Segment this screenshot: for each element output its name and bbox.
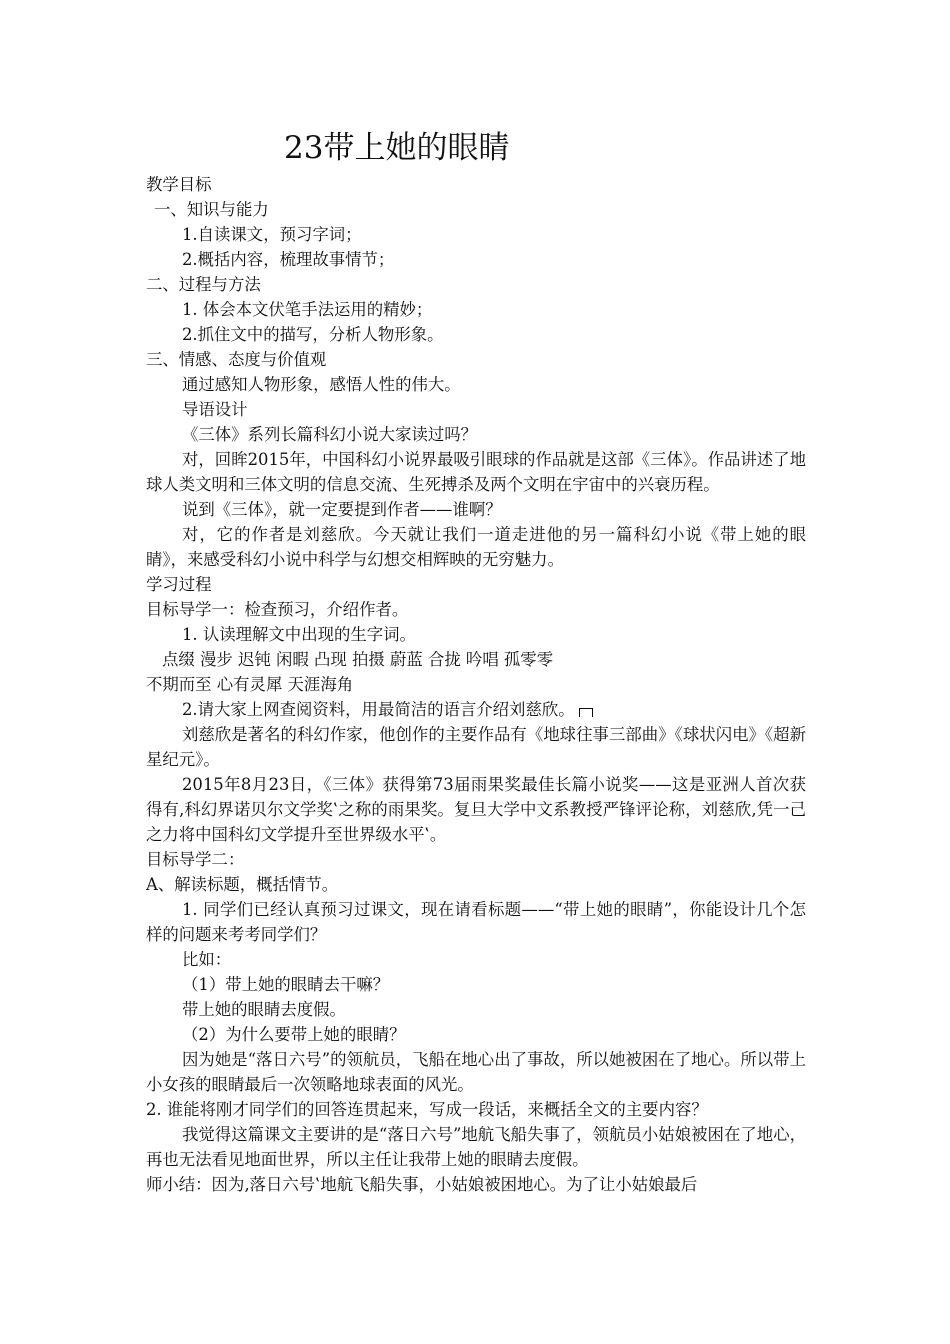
text-line [146,1047,806,1097]
text-line-content: 刘慈欣是著名的科幻作家，他创作的主要作品有《地球往事三部曲》《球状闪电》《超新星纪元》。 [146,725,806,769]
text-line [146,697,806,722]
text-line [146,422,806,447]
text-line-content: 2.抓住文中的描写，分析人物形象。 [182,325,444,344]
text-line [146,222,806,247]
text-line-content: 教学目标 [146,175,212,194]
text-line [146,722,806,772]
text-line [146,447,806,497]
text-line [146,847,806,872]
text-line [146,497,806,522]
text-line [146,1122,806,1172]
text-line-content: 目标导学二： [146,850,245,869]
text-line-content: （2）为什么要带上她的眼睛？ [182,1025,406,1044]
text-line [146,247,806,272]
text-line [146,272,806,297]
text-line [146,872,806,897]
text-line-content: （1）带上她的眼睛去干嘛？ [182,975,390,994]
text-line-content: 师小结：因为‚落日六号‛地航飞船失事，小姑娘被困地心。为了让小姑娘最后 [146,1175,698,1194]
anchor-mark-icon [579,708,593,717]
text-line [146,597,806,622]
text-line-content: 我觉得这篇课文主要讲的是“落日六号”地航飞船失事了，领航员小姑娘被困在了地心，再也无法看见地面世界，所以主任让我带上她的眼睛去度假。 [146,1125,806,1169]
text-line-content: 二、过程与方法 [146,275,261,294]
text-line-content: 比如： [182,950,232,969]
text-line-content: 导语设计 [182,400,248,419]
text-line-content: 一、知识与能力 [154,200,269,219]
text-line-content: 2.请大家上网查阅资料，用最简洁的语言介绍刘慈欣。 [182,700,575,719]
text-line [146,372,806,397]
text-line [146,397,806,422]
text-line [146,1097,806,1122]
text-line-content: 《三体》系列长篇科幻小说大家读过吗？ [182,425,478,444]
text-line [146,322,806,347]
text-line [146,972,806,997]
text-line [146,772,806,847]
text-line [146,522,806,572]
text-line [146,1022,806,1047]
text-line-content: 目标导学一：检查预习，介绍作者。 [146,600,409,619]
text-line-content: 1. 认读理解文中出现的生字词。 [182,625,416,644]
text-line-content: 因为她是“落日六号”的领航员，飞船在地心出了事故，所以她被困在了地心。所以带上小女孩的眼睛最后一次领略地球表面的风光。 [146,1050,806,1094]
text-line [146,672,806,697]
text-line-content: 2. 谁能将刚才同学们的回答连贯起来，写成一段话，来概括全文的主要内容？ [146,1100,708,1119]
document-title: 23带上她的眼睛 [284,130,510,166]
text-line [146,572,806,597]
text-line [146,947,806,972]
text-line-content: 学习过程 [146,575,212,594]
text-line-content: A、解读标题，概括情节。 [146,875,339,894]
text-line [146,1172,806,1197]
text-line [146,172,806,197]
text-line-content: 2.概括内容，梳理故事情节； [182,250,395,269]
text-line-content: 通过感知人物形象，感悟人性的伟大。 [182,375,461,394]
text-line-content: 不期而至 心有灵犀 天涯海角 [146,675,354,694]
text-line-content: 带上她的眼睛去度假。 [182,1000,346,1019]
text-line-content: 三、情感、态度与价值观 [146,350,327,369]
text-line [146,647,806,672]
document-body [146,172,806,1197]
text-line-content: 点缀 漫步 迟钝 闲暇 凸现 拍摄 蔚蓝 合拢 吟唱 孤零零 [162,650,554,669]
text-line [146,297,806,322]
text-line-content: 说到《三体》，就一定要提到作者——谁啊？ [182,500,502,519]
text-line-content: 1.自读课文，预习字词； [182,225,362,244]
text-line-content: 2015年8月23日，《三体》获得第73届雨果奖最佳长篇小说奖——这是亚洲人首次获得有‚科幻界诺贝尔文学奖‛之称的雨果奖。复旦大学中文系教授严锋评论称，刘慈欣‚凭一己之力将中国科幻文学提升至世界级水平‛。 [146,775,806,844]
text-line [146,997,806,1022]
text-line [146,897,806,947]
text-line-content: 对，回眸2015年，中国科幻小说界最吸引眼球的作品就是这部《三体》。作品讲述了地球人类文明和三体文明的信息交流、生死搏杀及两个文明在宇宙中的兴衰历程。 [146,450,806,494]
text-line [146,622,806,647]
text-line-content: 1. 同学们已经认真预习过课文，现在请看标题——“带上她的眼睛”，你能设计几个怎样的问题来考考同学们？ [146,900,806,944]
text-line [146,197,806,222]
text-line-content: 1. 体会本文伏笔手法运用的精妙； [182,300,433,319]
text-line [146,347,806,372]
text-line-content: 对，它的作者是刘慈欣。今天就让我们一道走进他的另一篇科幻小说《带上她的眼睛》，来感受科幻小说中科学与幻想交相辉映的无穷魅力。 [146,525,806,569]
